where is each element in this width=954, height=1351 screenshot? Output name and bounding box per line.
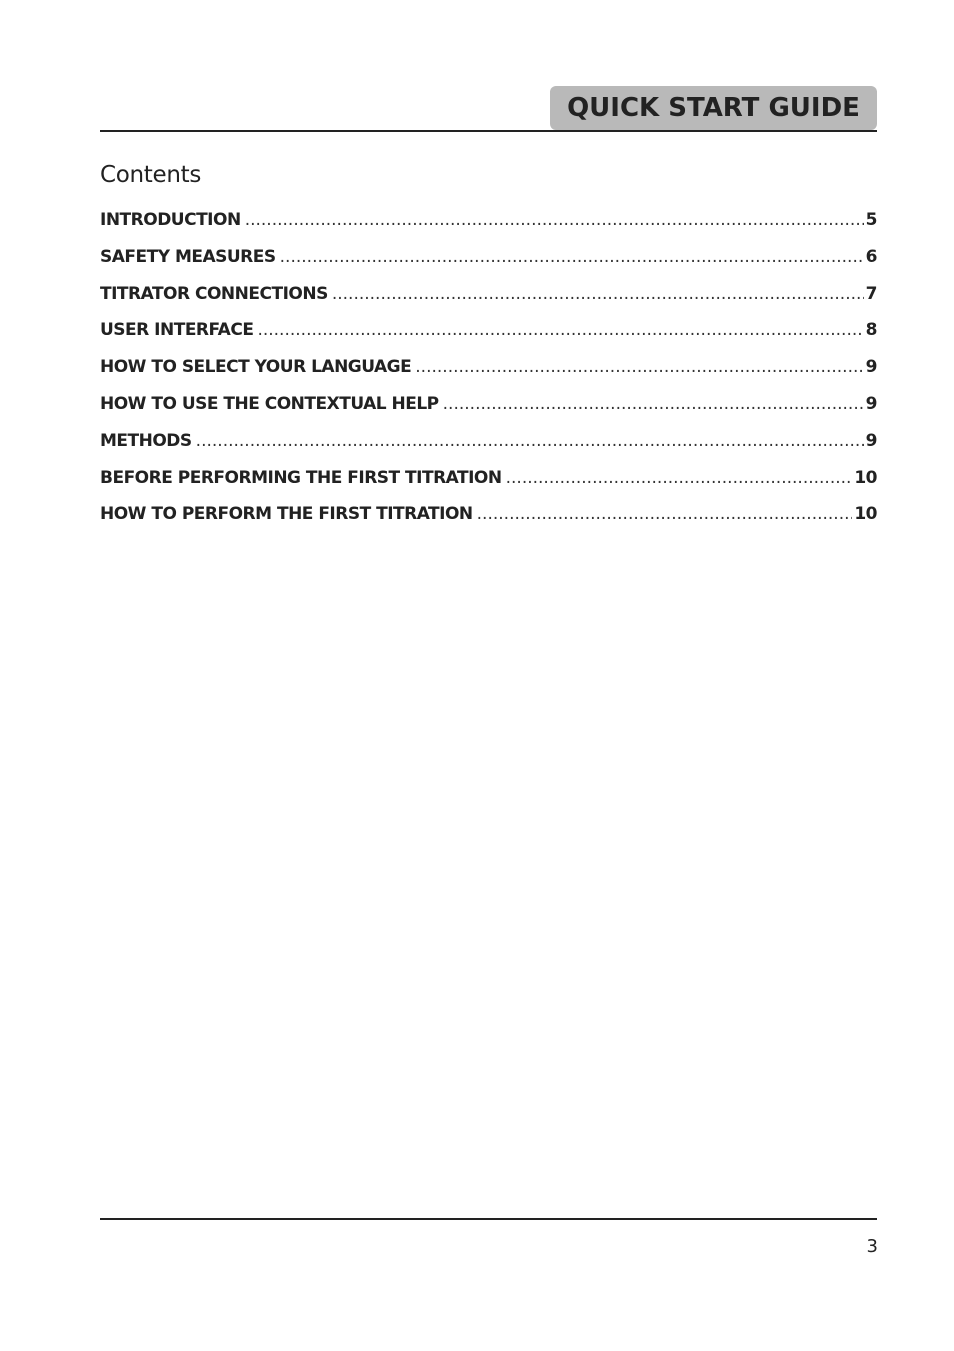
- toc-entry-introduction[interactable]: [100, 210, 877, 247]
- toc-entry-perform-first-titration[interactable]: [100, 504, 877, 541]
- page-number: 3: [866, 1236, 878, 1257]
- toc-entry-page: 10: [854, 467, 877, 488]
- toc-entry-page: 10: [854, 504, 877, 525]
- toc-dot-leader: [443, 394, 864, 414]
- toc-entry-methods[interactable]: [100, 431, 877, 468]
- toc-entry-page: 6: [865, 246, 877, 267]
- toc-entry-safety-measures[interactable]: [100, 247, 877, 284]
- toc-dot-leader: [415, 357, 863, 377]
- toc-entry-titrator-connections[interactable]: [100, 284, 877, 321]
- toc-entry-title: HOW TO USE THE CONTEXTUAL HELP: [100, 393, 439, 414]
- toc-entry-page: 9: [865, 430, 877, 451]
- section-title: QUICK START GUIDE: [567, 93, 860, 123]
- contents-heading: Contents: [100, 162, 202, 188]
- toc-dot-leader: [332, 284, 864, 304]
- toc-entry-title: METHODS: [100, 430, 192, 451]
- toc-entry-page: 7: [865, 283, 877, 304]
- toc-entry-page: 9: [865, 357, 877, 378]
- toc-dot-leader: [280, 247, 864, 267]
- toc-entry-user-interface[interactable]: [100, 320, 877, 357]
- toc-dot-leader: [196, 431, 864, 451]
- toc-entry-title: USER INTERFACE: [100, 320, 254, 341]
- toc-dot-leader: [245, 210, 864, 230]
- toc-dot-leader: [257, 320, 863, 340]
- toc-dot-leader: [477, 504, 853, 524]
- toc-entry-contextual-help[interactable]: [100, 394, 877, 431]
- toc-entry-page: 9: [865, 393, 877, 414]
- toc-entry-title: TITRATOR CONNECTIONS: [100, 283, 328, 304]
- toc-entry-before-first-titration[interactable]: [100, 468, 877, 505]
- section-title-badge: [550, 86, 877, 130]
- toc-entry-title: HOW TO SELECT YOUR LANGUAGE: [100, 357, 412, 378]
- toc-entry-title: HOW TO PERFORM THE FIRST TITRATION: [100, 504, 473, 525]
- header-divider: [100, 130, 877, 132]
- toc-dot-leader: [506, 468, 853, 488]
- toc-entry-select-language[interactable]: [100, 357, 877, 394]
- toc-entry-title: INTRODUCTION: [100, 210, 241, 230]
- table-of-contents: [100, 210, 877, 541]
- toc-entry-page: 5: [865, 210, 877, 230]
- toc-entry-title: SAFETY MEASURES: [100, 246, 276, 267]
- footer-divider: [100, 1218, 877, 1220]
- toc-entry-title: BEFORE PERFORMING THE FIRST TITRATION: [100, 467, 502, 488]
- toc-entry-page: 8: [865, 320, 877, 341]
